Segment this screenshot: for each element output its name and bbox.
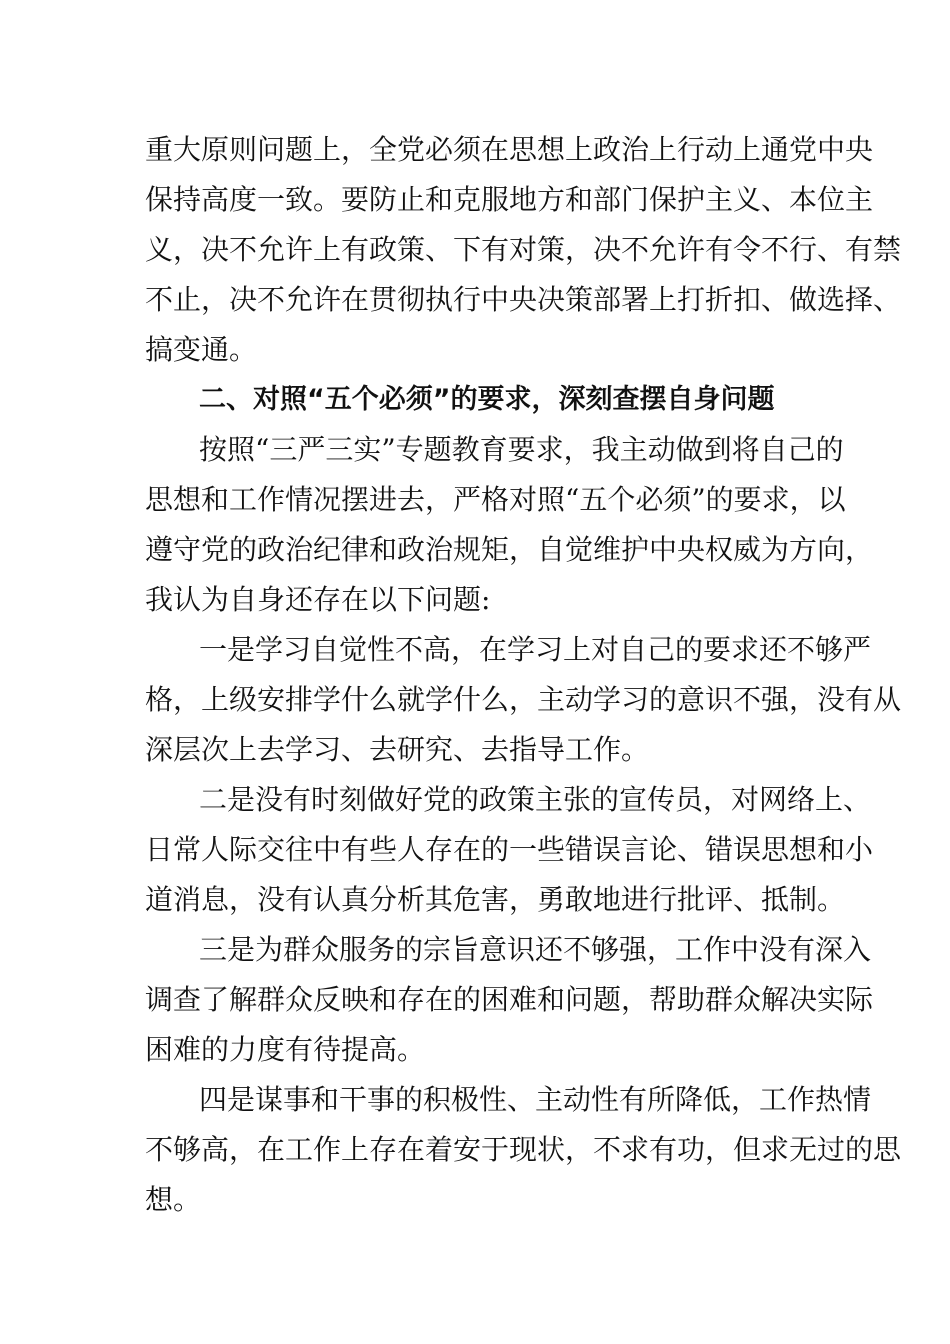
paragraph-line: 深层次上去学习、去研究、去指导工作。 <box>145 733 650 766</box>
section-heading: 二、对照“五个必须”的要求，深刻查摆自身问题 <box>199 384 775 415</box>
paragraph-line: 想。 <box>145 1183 202 1216</box>
paragraph-line: 三是为群众服务的宗旨意识还不够强，工作中没有深入 <box>199 933 872 966</box>
paragraph-line: 思想和工作情况摆进去，严格对照“五个必须”的要求，以 <box>145 483 846 516</box>
paragraph-line: 调查了解群众反映和存在的困难和问题，帮助群众解决实际 <box>145 983 874 1016</box>
paragraph-line: 一是学习自觉性不高，在学习上对自己的要求还不够严 <box>199 633 872 666</box>
paragraph-line: 日常人际交往中有些人存在的一些错误言论、错误思想和小 <box>145 833 874 866</box>
paragraph-line: 遵守党的政治纪律和政治规矩，自觉维护中央权威为方向， <box>145 533 874 566</box>
paragraph-line: 二是没有时刻做好党的政策主张的宣传员，对网络上、 <box>199 783 872 816</box>
paragraph-line: 格，上级安排学什么就学什么，主动学习的意识不强，没有从 <box>145 683 902 716</box>
paragraph-line: 困难的力度有待提高。 <box>145 1033 426 1066</box>
paragraph-line: 重大原则问题上，全党必须在思想上政治上行动上通党中央 <box>145 133 874 166</box>
paragraph-line: 我认为自身还存在以下问题: <box>145 583 491 616</box>
paragraph-line: 四是谋事和干事的积极性、主动性有所降低，工作热情 <box>199 1083 872 1116</box>
paragraph-line: 按照“三严三实”专题教育要求，我主动做到将自己的 <box>199 433 844 466</box>
paragraph-line: 道消息，没有认真分析其危害，勇敢地进行批评、抵制。 <box>145 883 846 916</box>
paragraph-line: 保持高度一致。要防止和克服地方和部门保护主义、本位主 <box>145 183 874 216</box>
paragraph-line: 不够高，在工作上存在着安于现状，不求有功，但求无过的思 <box>145 1133 902 1166</box>
paragraph-line: 义，决不允许上有政策、下有对策，决不允许有令不行、有禁 <box>145 233 902 266</box>
paragraph-line: 不止，决不允许在贯彻执行中央决策部署上打折扣、做选择、 <box>145 283 902 316</box>
paragraph-line: 搞变通。 <box>145 333 258 366</box>
